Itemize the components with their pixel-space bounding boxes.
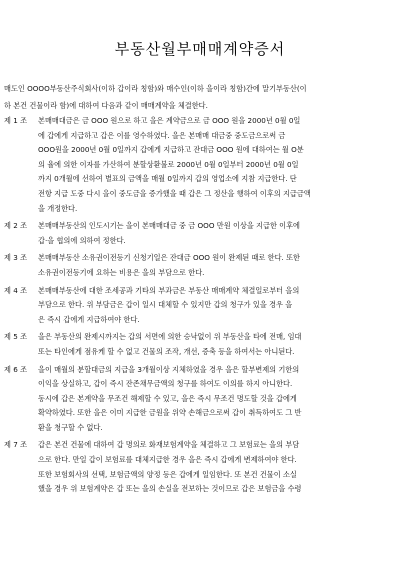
- article-line: 까지 0개월에 선하여 별표의 금액을 매월 0일까지 갑의 영업소에 지참 지급한다. 단: [38, 174, 297, 184]
- article-line: 확약하였다. 또한 을은 이미 지급한 금원을 위약 손해금으로써 갑이 취득하여도 그 반: [38, 408, 302, 418]
- article-number: 제 1 조: [4, 116, 28, 125]
- article-line: 을 개정한다.: [38, 203, 78, 213]
- article-line: 은 즉시 갑에게 지급하여야 한다.: [38, 314, 140, 324]
- article-line: 에 갑에게 지급하고 갑은 이를 영수하였다. 을은 본매매 대금중 중도금으로써 금: [38, 130, 286, 140]
- article-line: 했을 경우 위 보험계약은 갑 또는 을의 손실을 전보하는 것이므로 갑은 보험금을 수령: [38, 484, 302, 494]
- article-7: [4, 438, 396, 496]
- article-line: 으로 한다. 만일 갑이 보험료를 대체지급한 경우 을은 즉시 갑에게 변제하여야 한다.: [38, 455, 297, 465]
- article-line: OOO원을 2000년 0월 0일까지 갑에게 지급하고 잔대금 OOO 원에 대하여는 월 O분: [38, 145, 304, 155]
- article-body: [38, 330, 396, 359]
- article-line: 을이 매월의 분할대금의 지급을 3개월이상 지체하였을 경우 을은 할부변제의 기한의: [38, 364, 300, 374]
- article-number: 제 2 조: [4, 221, 28, 231]
- article-line: 또는 타인에게 점유케 할 수 없고 건물의 조작, 개선, 증축 등을 하여서는 아니된다.: [38, 346, 295, 356]
- article-body: [38, 251, 396, 280]
- article-line: 부담으로 한다. 위 부담금은 갑이 일시 대체할 수 있지만 갑의 청구가 있을 경우 을: [38, 300, 293, 310]
- article-line: 본매매부동산의 인도시기는 을이 본매매대금 중 금 OOO 만원 이상을 지급한 이후에: [38, 221, 301, 231]
- article-line: 본매매부동산에 대한 조세공과 기타의 부과금은 부동산 매매계약 체결일로부터 을의: [38, 285, 300, 295]
- preamble: [4, 80, 396, 114]
- article-3: [4, 251, 396, 280]
- article-6: [4, 363, 396, 436]
- article-number: 제 6 조: [4, 364, 28, 374]
- article-line: 본매매대금은 금 OOO 원으로 하고 을은 계약금으로 금 OOO 원을 2000년 0월 0일: [38, 116, 301, 125]
- article-body: [38, 284, 396, 328]
- article-line: 을은 부동산의 완제시까지는 갑의 서면에 의한 승낙없이 위 부동산을 타에 전매, 임대: [38, 332, 302, 342]
- articles: [4, 114, 396, 500]
- document-title: 부동산월부매매계약증서: [114, 40, 286, 58]
- article-line: 갑·을 협의에 의하여 정한다.: [38, 235, 126, 245]
- article-number: 제 3 조: [4, 253, 28, 263]
- article-line: 의 율에 의한 이자를 가산하여 분할상환불로 2000년 0월 0일부터 2000년 0월 0일: [38, 159, 299, 169]
- article-line: 본매매부동산 소유권이전등기 신청기일은 잔대금 OOO 원이 완제된 때로 한다. 또한: [38, 253, 301, 263]
- article-body: [38, 114, 396, 216]
- article-body: [38, 219, 396, 248]
- article-line: 이익을 상실하고, 갑이 즉시 잔존채무금액의 청구를 하여도 이의를 하지 아니한다.: [38, 379, 293, 389]
- preamble-line: 매도인 OOOO부동산주식회사(이하 갑이라 칭함)와 매수인(이하 을이라 칭함)간에 말기부동산(이: [4, 84, 307, 93]
- article-1: [4, 114, 396, 216]
- article-line: 전항 지급 도중 다시 을이 중도금을 증가했을 때 갑은 그 정산을 행하여 이후의 지급금액: [38, 188, 311, 198]
- article-2: [4, 219, 396, 248]
- article-number: 제 4 조: [4, 285, 28, 295]
- article-4: [4, 284, 396, 328]
- article-line: 소유권이전등기에 요하는 비용은 을의 부담으로 한다.: [38, 267, 205, 277]
- article-line: 갑은 본건 건물에 대하여 갑 명의로 화재보험계약을 체결하고 그 보험료는 을의 부담: [38, 440, 300, 450]
- preamble-line: 하 본건 건물이라 함)에 대하여 다음과 같이 매매계약을 체결한다.: [4, 101, 208, 110]
- article-5: [4, 330, 396, 359]
- article-body: [38, 438, 396, 496]
- article-line: 환을 청구할 수 없다.: [38, 422, 103, 432]
- article-number: 제 7 조: [4, 440, 28, 450]
- article-line: 또한 보험회사의 선택, 보험금액의 양정 등은 갑에게 일임한다. 또 본건 건물이 소실: [38, 469, 297, 479]
- article-number: 제 5 조: [4, 332, 28, 342]
- article-body: [38, 363, 396, 436]
- article-line: 동시에 갑은 본계약을 무조건 해제할 수 있고, 을은 즉시 무조건 명도할 것을 갑에게: [38, 393, 297, 403]
